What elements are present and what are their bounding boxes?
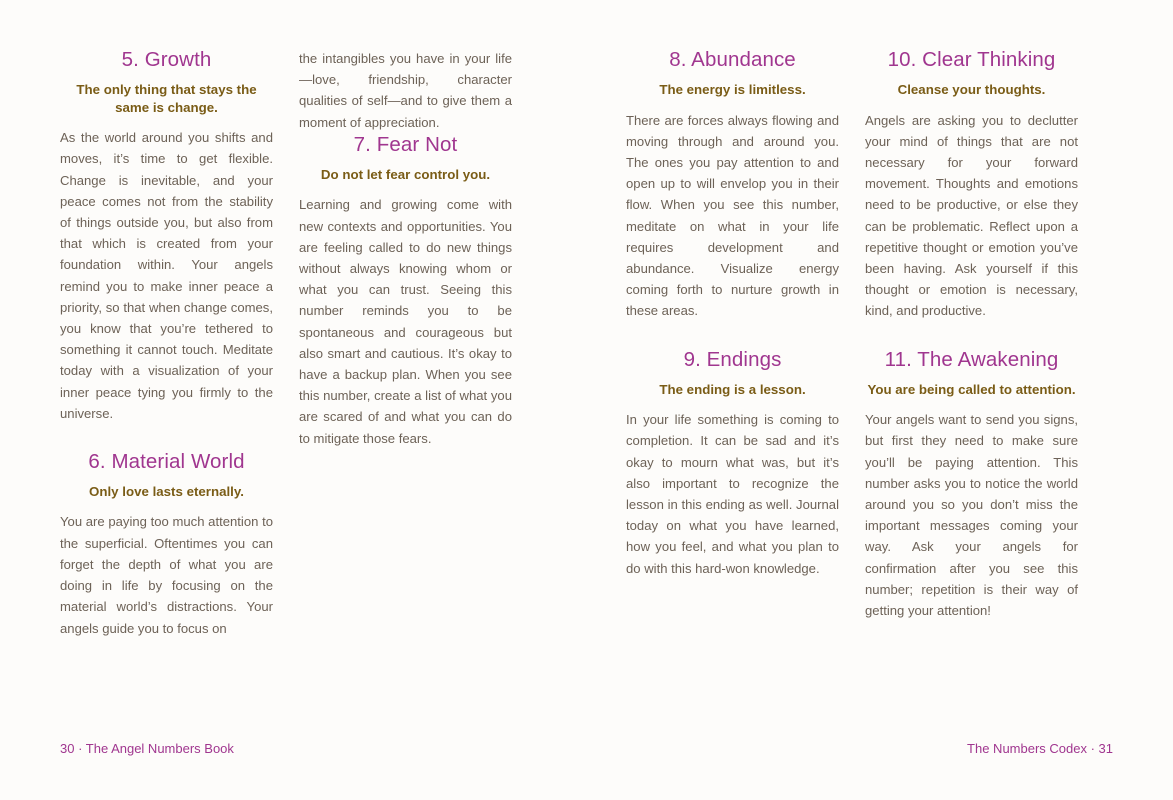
entry-title: 6. Material World <box>88 449 245 473</box>
left-page-columns <box>60 48 546 665</box>
entry-body: Angels are asking you to declutter your mind of things that are not necessary for your forward movement. Thoughts and emotions need to be productive, or else they can be problematic. Reflect upon a repetitive thought or emotion you’ve been having. Ask yourself if this thought or emotion is necessary, kind, and productive. <box>865 112 1078 319</box>
entry-body: Your angels want to send you signs, but first they need to make sure you’ll be paying attention. This number asks you to notice the world around you so you don’t miss the important messages coming your way. Ask your angels for confirmation after you see this number; repetition is their way of getting your attention! <box>865 412 1078 618</box>
entry-body: In your life something is coming to completion. It can be sad and it’s okay to mourn what was, but it’s also important to recognize the lesson in this ending as well. Journal today on what you have learned, how you feel, and what you plan to do with this hard-won knowledge. <box>626 412 839 576</box>
right-column-2 <box>865 48 1078 647</box>
entry-subtitle: The only thing that stays the same is change. <box>76 82 257 115</box>
entry-subtitle: The energy is limitless. <box>659 82 806 97</box>
entry-title: 7. Fear Not <box>353 132 458 156</box>
left-column-1 <box>60 48 273 665</box>
entry-body: Learning and growing come with new contexts and opportunities. You are feeling called to do new things without always knowing whom or what you can trust. Seeing this number reminds you to be spontaneous and courageous but also smart and cautious. It’s okay to have a backup plan. When you see this number, create a list of what you are scared of and what you can do to mitigate those fears. <box>299 197 512 446</box>
entry-clear-thinking <box>865 48 1078 322</box>
entry-subtitle: Do not let fear control you. <box>320 166 491 182</box>
right-column-1 <box>626 48 839 647</box>
entry-the-awakening <box>865 348 1078 622</box>
right-page <box>586 0 1173 800</box>
entry-body: There are forces always flowing and moving through and around you. The ones you pay attention to and open up to will envelop you in their flow. When you see this number, meditate on what in your life requires development and abundance. Visualize energy coming forth to nurture growth in these areas. <box>626 112 839 319</box>
left-column-2 <box>299 48 512 665</box>
entry-subtitle: Only love lasts eternally. <box>89 483 244 499</box>
entry-material-world <box>60 450 273 639</box>
entry-title: 9. Endings <box>683 347 782 371</box>
left-page <box>0 0 586 800</box>
entry-title: 8. Abundance <box>669 48 796 71</box>
entry-abundance <box>626 48 839 322</box>
entry-body: You are paying too much attention to the superficial. Oftentimes you can forget the depth of what you are doing in life by focusing on the material world’s distractions. Your angels guide you to focus on <box>60 514 273 636</box>
entry-endings <box>626 348 839 579</box>
entry-fear-not <box>299 133 512 449</box>
entry-title: 5. Growth <box>121 48 212 71</box>
entry-subtitle: The ending is a lesson. <box>659 381 806 397</box>
entry-title: 11. The Awakening <box>884 347 1059 371</box>
folio-right: The Numbers Codex · 31 <box>967 741 1113 756</box>
right-page-columns <box>626 48 1113 647</box>
entry-title: 10. Clear Thinking <box>887 48 1056 71</box>
folio-left: 30 · The Angel Numbers Book <box>60 741 234 756</box>
entry-growth <box>60 48 273 424</box>
continued-paragraph: the intangibles you have in your life—love, friendship, character qualities of self—and to give them a moment of appreciation. <box>299 51 512 130</box>
entry-subtitle: You are being called to attention. <box>867 381 1076 397</box>
entry-subtitle: Cleanse your thoughts. <box>897 82 1046 97</box>
entry-body: As the world around you shifts and moves, it’s time to get flexible. Change is inevitable, and your peace comes not from the stability of things outside you, but also from that which is created from your foundation within. Your angels remind you to make inner peace a priority, so that when change comes, you know that you’re tethered to something it cannot touch. Meditate today with a visualization of your inner peace tying you firmly to the universe. <box>60 130 273 421</box>
